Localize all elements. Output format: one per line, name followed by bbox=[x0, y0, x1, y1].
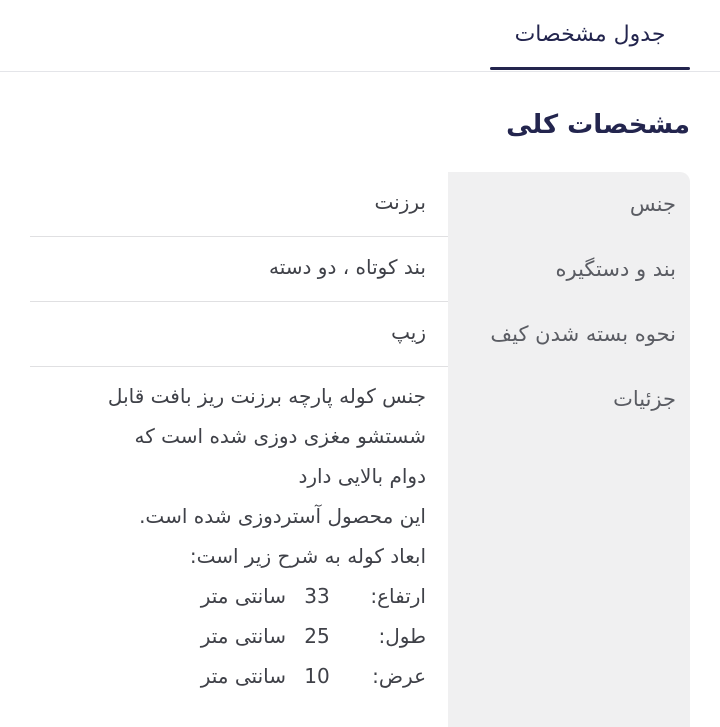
spec-value: برزنت bbox=[30, 172, 448, 237]
detail-line: شستشو مغزی دوزی شده است که bbox=[134, 424, 426, 448]
spec-key: بند و دستگیره bbox=[448, 237, 690, 302]
dimension-value: 33 bbox=[304, 584, 330, 608]
dimension-length bbox=[30, 621, 426, 661]
tab-specifications[interactable] bbox=[490, 0, 690, 70]
spec-key: جنس bbox=[448, 172, 690, 237]
dimension-unit: سانتی متر bbox=[200, 584, 286, 608]
dimension-label: طول: bbox=[378, 624, 426, 648]
spec-value: زیپ bbox=[30, 302, 448, 367]
detail-line: ابعاد کوله به شرح زیر است: bbox=[189, 544, 426, 568]
dimension-label: ارتفاع: bbox=[370, 584, 426, 608]
spec-key: نحوه بسته شدن کیف bbox=[448, 302, 690, 367]
dimension-label: عرض: bbox=[372, 664, 426, 688]
dimension-unit: سانتی متر bbox=[200, 664, 286, 688]
active-tab-indicator bbox=[490, 67, 690, 70]
section-title: مشخصات کلی bbox=[506, 110, 690, 140]
spec-row-material bbox=[30, 172, 690, 237]
detail-line: جنس کوله پارچه برزنت ریز بافت قابل bbox=[107, 384, 426, 408]
spec-details-value bbox=[30, 367, 448, 727]
detail-line: این محصول آستردوزی شده است. bbox=[139, 504, 426, 528]
spec-value: بند کوتاه ، دو دسته bbox=[30, 237, 448, 302]
spec-key: جزئیات bbox=[448, 367, 690, 727]
spec-row-closure bbox=[30, 302, 690, 367]
tab-bar bbox=[0, 0, 720, 72]
dimension-value: 25 bbox=[304, 624, 330, 648]
detail-line: دوام بالایی دارد bbox=[298, 464, 426, 488]
dimension-width bbox=[30, 661, 426, 701]
dimension-unit: سانتی متر bbox=[200, 624, 286, 648]
dimension-value: 10 bbox=[304, 664, 330, 688]
dimension-height bbox=[30, 581, 426, 621]
spec-row-details bbox=[30, 367, 690, 727]
tab-specifications-label: جدول مشخصات bbox=[514, 21, 666, 47]
spec-table bbox=[30, 172, 690, 727]
spec-row-handles bbox=[30, 237, 690, 302]
